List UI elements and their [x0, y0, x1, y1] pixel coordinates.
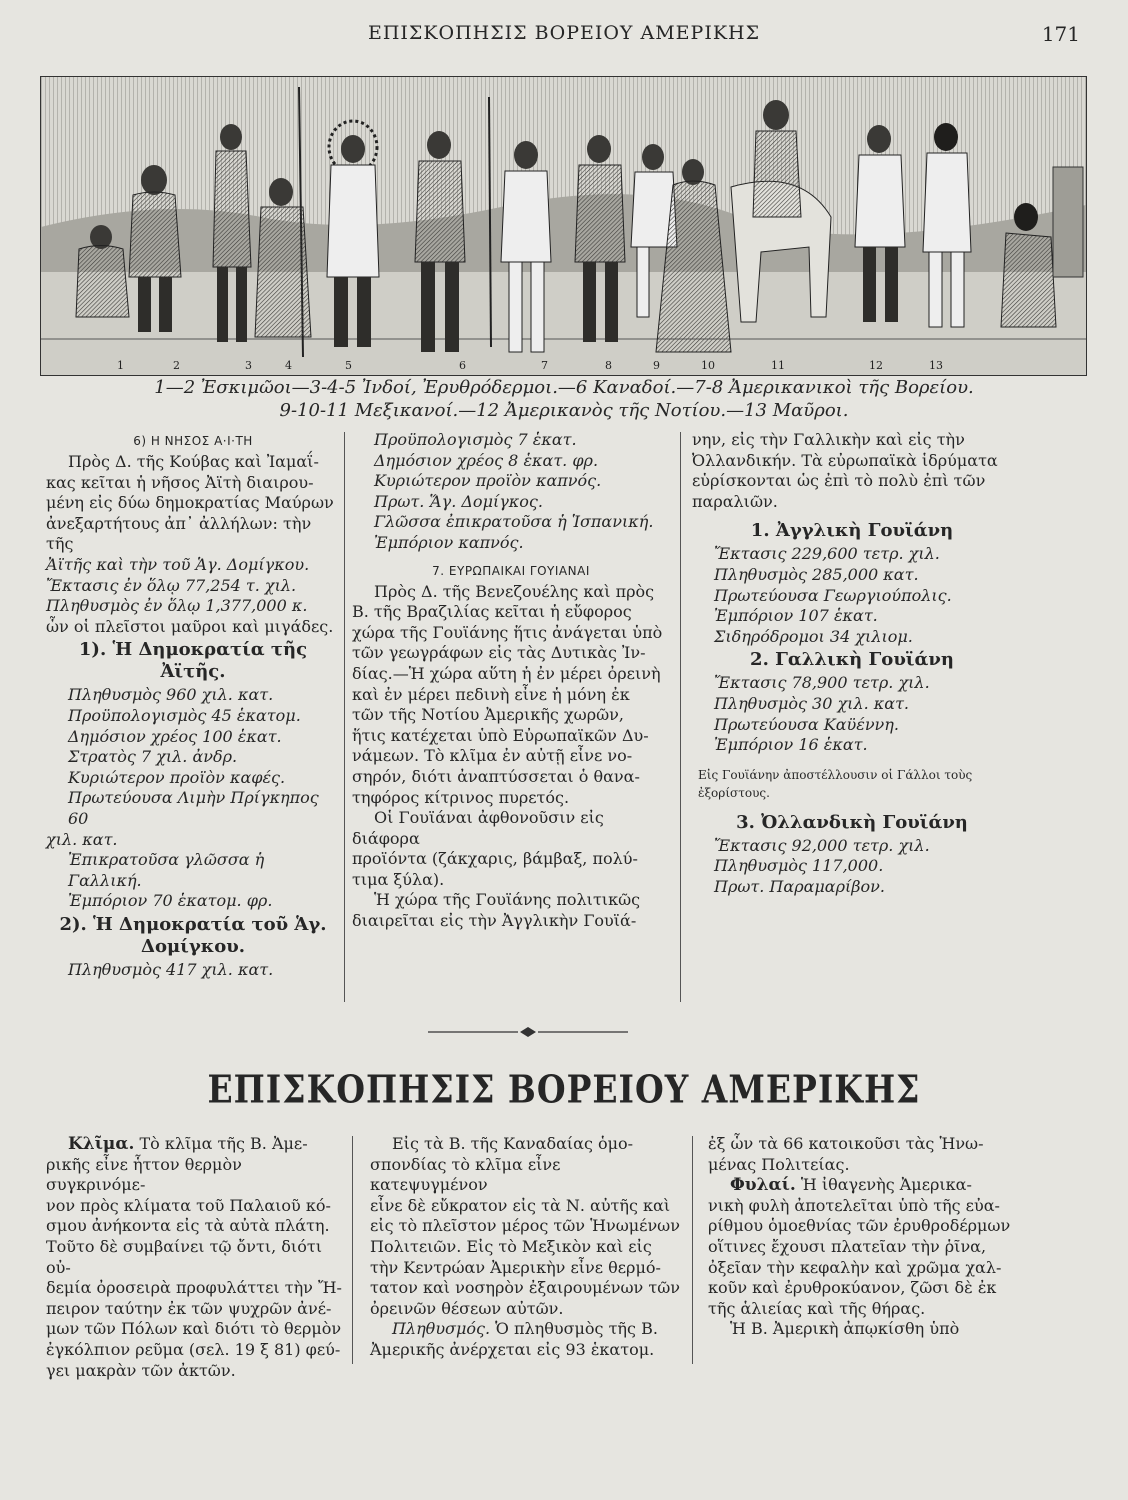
text-line: ρίθμου ὁμοεθνίας τῶν ἐρυθροδέρμων — [708, 1216, 1011, 1236]
stat-line: Πληθυσμὸς 960 χιλ. κατ. — [68, 685, 274, 705]
text-line: Εἰς τὰ Β. τῆς Καναδαίας ὁμο- — [392, 1134, 634, 1153]
text-line: διαιρεῖται εἰς τὴν Ἀγγλικὴν Γουϊά- — [352, 911, 637, 931]
stat-line: Πληθυσμὸς 30 χιλ. κατ. — [714, 693, 909, 713]
stat-line: Ἐμπόριον 70 ἑκατομ. φρ. — [68, 891, 273, 911]
text-line: δίας.—Ἡ χώρα αὕτη ἡ ἐν μέρει ὀρεινὴ — [352, 663, 661, 683]
stat-line: χιλ. κατ. — [46, 829, 118, 849]
text-line: ὀξεῖαν τὴν κεφαλὴν καὶ χρῶμα χαλ- — [708, 1257, 1002, 1277]
text-line: ἥτις κατέχεται ὑπὸ Εὐρωπαϊκῶν Δυ- — [352, 725, 649, 745]
text-line: κας κεῖται ἡ νῆσος Ἀϊτὴ διαιρου- — [46, 472, 314, 492]
paragraph-lead: Πληθυσμός. — [392, 1319, 491, 1339]
text-line: Ὀλλανδικήν. Τὰ εὐρωπαϊκὰ ἱδρύματα — [692, 450, 998, 470]
stat-line: Πληθυσμὸς 417 χιλ. κατ. — [68, 959, 274, 979]
figure-number: 10 — [701, 359, 715, 372]
section-heading: 7. ΕΥΡΩΠΑΙΚΑΙ ΓΟΥΙΑΝΑΙ — [432, 563, 590, 578]
text-line: Ἀμερικῆς ἀνέρχεται εἰς 93 ἑκατομ. — [370, 1339, 655, 1359]
ornament-divider — [428, 1024, 628, 1040]
text-run: Τὸ κλῖμα τῆς Β. Ἀμε- — [134, 1134, 308, 1153]
stat-line: Γλῶσσα ἐπικρατοῦσα ἡ Ἱσπανική. — [374, 512, 654, 532]
illustration-caption — [60, 376, 1068, 422]
engraving-illustration — [40, 76, 1087, 376]
text-line: νην, εἰς τὴν Γαλλικὴν καὶ εἰς τὴν — [692, 430, 965, 449]
people-of-america-engraving — [41, 77, 1086, 375]
text-line: σπονδίας τὸ κλῖμα εἶνε κατεψυγμένον — [370, 1154, 561, 1195]
text-run: Ἡ ἰθαγενὴς Ἀμερικα- — [795, 1175, 972, 1195]
subsection-heading-line: Ἀϊτῆς. — [160, 661, 226, 683]
text-line: εἰς τὸ πλεῖστον μέρος τῶν Ἡνωμένων — [370, 1216, 680, 1236]
text-line: νικὴ φυλὴ ἀποτελεῖται ὑπὸ τῆς εὐα- — [708, 1195, 1000, 1215]
figure-number: 9 — [653, 359, 660, 372]
text-line: Ἡ Β. Ἀμερικὴ ἀπῳκίσθη ὑπὸ — [730, 1319, 960, 1339]
stat-line: Ἐμπόριον καπνός. — [374, 532, 524, 552]
figure-number: 4 — [285, 359, 292, 372]
column-haiti — [46, 430, 340, 980]
column-rule — [344, 432, 345, 1002]
stat-line: Πρωτεύουσα Λιμὴν Πρίγκηπος 60 — [68, 788, 319, 828]
text-line: οἵτινες ἔχουσι πλατεῖαν τὴν ῥῖνα, — [708, 1236, 987, 1256]
text-line: ὧν οἱ πλεῖστοι μαῦροι καὶ μιγάδες. — [46, 616, 334, 636]
text-line: τατον καὶ νοσηρὸν ἐξαιρουμένων τῶν — [370, 1278, 680, 1298]
bottom-column-races — [708, 1134, 1013, 1340]
text-line — [46, 1134, 344, 1155]
text-line: Β. τῆς Βραζιλίας κεῖται ἡ εὔφορος — [352, 602, 632, 622]
stat-line: Σιδηρόδρομοι 34 χιλιομ. — [714, 626, 913, 646]
text-line: παραλιῶν. — [692, 491, 778, 511]
stat-line: Πρωτ. Ἅγ. Δομίγκος. — [374, 491, 543, 511]
text-line — [708, 1175, 1013, 1196]
stat-line: Προϋπολογισμὸς 7 ἑκατ. — [374, 430, 577, 449]
figure-number: 13 — [929, 359, 943, 372]
column-rule — [352, 1136, 353, 1364]
subsection-heading-line: 2). Ἡ Δημοκρατία τοῦ Ἁγ. — [59, 913, 327, 935]
text-line: τῶν τῆς Νοτίου Ἀμερικῆς χωρῶν, — [352, 705, 624, 725]
running-header — [40, 16, 1088, 52]
stat-line: Κυριώτερον προϊὸν καπνός. — [374, 471, 602, 491]
text-line: ἐξ ὧν τὰ 66 κατοικοῦσι τὰς Ἡνω- — [708, 1134, 984, 1153]
text-line: σηρόν, διότι ἀναπτύσσεται ὁ θανα- — [352, 766, 640, 786]
text-line: Τοῦτο δὲ συμβαίνει τῷ ὄντι, διότι οὐ- — [46, 1236, 322, 1277]
stat-line: Κυριώτερον προϊὸν καφές. — [68, 767, 286, 787]
text-line: νον πρὸς κλίματα τοῦ Παλαιοῦ κό- — [46, 1195, 331, 1215]
figure-number: 8 — [605, 359, 612, 372]
text-line: τηφόρος κίτρινος πυρετός. — [352, 787, 570, 807]
subsection-heading-line: Δομίγκου. — [141, 935, 245, 957]
stat-line: Πρωτεύουσα Γεωργιούπολις. — [714, 585, 952, 605]
bottom-column-population — [370, 1134, 680, 1361]
text-line: νάμεων. Τὸ κλῖμα ἐν αὐτῇ εἶνε νο- — [352, 746, 633, 766]
text-line: Πρὸς Δ. τῆς Βενεζουέλης καὶ πρὸς — [374, 581, 655, 601]
figure-number: 3 — [245, 359, 252, 372]
text-line: τὴν Κεντρώαν Ἀμερικὴν εἶνε θερμό- — [370, 1257, 661, 1277]
figure-number: 6 — [459, 359, 466, 372]
text-line: ἐγκόλπιον ρεῦμα (σελ. 19 ξ 81) φεύ- — [46, 1339, 341, 1359]
text-line: πειρον ταύτην ἐκ τῶν ψυχρῶν ἀνέ- — [46, 1298, 332, 1318]
stat-line: Δημόσιον χρέος 100 ἑκατ. — [68, 726, 282, 746]
text-line: Πολιτειῶν. Εἰς τὸ Μεξικὸν καὶ εἰς — [370, 1236, 652, 1256]
text-line: μένη εἰς δύω δημοκρατίας Μαύρων — [46, 493, 334, 513]
figure-number: 5 — [345, 359, 352, 372]
text-line: μένας Πολιτείας. — [708, 1154, 850, 1174]
subsection-heading: 2. Γαλλικὴ Γουϊάνη — [750, 649, 954, 671]
text-line: σμου ἀνήκοντα εἰς τὰ αὐτὰ πλάτη. — [46, 1216, 330, 1236]
text-line: προϊόντα (ζάκχαρις, βάμβαξ, πολύ- — [352, 849, 638, 869]
figure-number: 11 — [771, 359, 785, 372]
stat-line: Πρωτεύουσα Καϋέννη. — [714, 714, 899, 734]
text-run: Ὁ πληθυσμὸς τῆς Β. — [495, 1319, 658, 1339]
subsection-heading: 3. Ὀλλανδικὴ Γουϊάνη — [736, 811, 968, 833]
text-line: εὑρίσκονται ὡς ἐπὶ τὸ πολὺ ἐπὶ τῶν — [692, 471, 986, 491]
column-rule — [692, 1136, 693, 1364]
text-line: Ἀϊτῆς καὶ τὴν τοῦ Ἁγ. Δομίγκου. — [46, 554, 310, 574]
section-title: ΕΠΙΣΚΟΠΗΣΙΣ ΒΟΡΕΙΟΥ ΑΜΕΡΙΚΗΣ — [207, 1067, 921, 1112]
stat-line: Ἐμπόριον 16 ἑκατ. — [714, 735, 868, 755]
stat-line: Ἐμπόριον 107 ἑκατ. — [714, 606, 878, 626]
subsection-heading — [46, 639, 340, 683]
stat-line: Προϋπολογισμὸς 45 ἑκατομ. — [68, 705, 301, 725]
text-line — [370, 1319, 680, 1340]
text-line: ἀνεξαρτήτους ἀπ᾽ ἀλλήλων: τὴν τῆς — [46, 513, 312, 554]
subsection-heading-line: 1). Ἡ Δημοκρατία τῆς — [78, 639, 308, 661]
stat-line: Δημόσιον χρέος 8 ἑκατ. φρ. — [374, 450, 599, 470]
column-guiana-colonies — [692, 430, 1012, 898]
column-rule — [680, 432, 681, 1002]
stat-line: Ἔκτασις 92,000 τετρ. χιλ. — [714, 835, 930, 855]
note-line: ἐξορίστους. — [698, 785, 770, 800]
figure-number: 1 — [117, 359, 124, 372]
text-line: γει μακρὰν τῶν ἀκτῶν. — [46, 1360, 236, 1380]
subsection-heading: 1. Ἀγγλικὴ Γουϊάνη — [750, 520, 954, 542]
subsection-heading — [46, 914, 340, 958]
stat-line: Πληθυσμὸς 285,000 κατ. — [714, 564, 919, 584]
paragraph-lead: Φυλαί. — [730, 1175, 796, 1196]
column-guianas — [352, 430, 670, 932]
stat-line: Ἐπικρατοῦσα γλῶσσα ἡ Γαλλική. — [68, 850, 265, 890]
text-line: τῆς ἁλιείας καὶ τῆς θήρας. — [708, 1298, 926, 1318]
text-line: χώρα τῆς Γουϊάνης ἥτις ἀνάγεται ὑπὸ — [352, 622, 663, 642]
text-line: Οἱ Γουϊάναι ἀφθονοῦσιν εἰς διάφορα — [352, 808, 604, 848]
bottom-column-climate — [46, 1134, 344, 1381]
text-line: Ἔκτασις ἐν ὅλῳ 77,254 τ. χιλ. — [46, 575, 297, 595]
text-line: Ἡ χώρα τῆς Γουϊάνης πολιτικῶς — [374, 890, 641, 910]
caption-line: 1—2 Ἐσκιμῶοι—3-4-5 Ἰνδοί, Ἐρυθρόδερμοι.—6 Καναδοί.—7-8 Ἀμερικανικοὶ τῆς Βορείου. — [154, 377, 974, 398]
figure-number: 2 — [173, 359, 180, 372]
text-line: ὀρεινῶν θέσεων αὐτῶν. — [370, 1298, 564, 1318]
stat-line: Στρατὸς 7 χιλ. ἀνδρ. — [68, 747, 238, 767]
paragraph-lead: Κλῖμα. — [68, 1134, 135, 1154]
figure-number: 12 — [869, 359, 883, 372]
stat-line: Ἔκτασις 78,900 τετρ. χιλ. — [714, 673, 930, 693]
text-line: καὶ ἐν μέρει πεδινὴ εἶνε ἡ μόνη ἐκ — [352, 684, 630, 704]
text-line: εἶνε δὲ εὔκρατον εἰς τὰ Ν. αὐτῆς καὶ — [370, 1195, 671, 1215]
figure-number: 7 — [541, 359, 548, 372]
stat-line: Ἔκτασις 229,600 τετρ. χιλ. — [714, 544, 940, 564]
text-line: τῶν γεωγράφων εἰς τὰς Δυτικὰς Ἰν- — [352, 643, 646, 663]
text-line: Πρὸς Δ. τῆς Κούβας καὶ Ἰαμαΐ- — [68, 452, 319, 471]
text-line: Πληθυσμὸς ἐν ὅλῳ 1,377,000 κ. — [46, 596, 308, 616]
section-heading: 6) Η ΝΗΣΟΣ Α·Ι·ΤΗ — [133, 434, 253, 448]
text-line: ρικῆς εἶνε ἧττον θερμὸν συγκρινόμε- — [46, 1154, 242, 1195]
text-line: δεμία ὀροσειρὰ προφυλάττει τὴν Ἤ- — [46, 1278, 342, 1298]
caption-line: 9-10-11 Μεξικανοί.—12 Ἀμερικανὸς τῆς Νοτίου.—13 Μαῦροι. — [279, 400, 849, 421]
running-title: ΕΠΙΣΚΟΠΗΣΙΣ ΒΟΡΕΙΟΥ ΑΜΕΡΙΚΗΣ — [367, 22, 761, 44]
text-line: τιμα ξύλα). — [352, 869, 445, 889]
stat-line: Πρωτ. Παραμαρίβον. — [714, 876, 885, 896]
stat-line: Πληθυσμὸς 117,000. — [714, 856, 884, 876]
text-line: κοῦν καὶ ἐρυθροκύανον, ζῶσι δὲ ἐκ — [708, 1278, 997, 1298]
page-number: 171 — [1041, 22, 1080, 46]
note-line: Εἰς Γουϊάνην ἀποστέλλουσιν οἱ Γάλλοι τοὺς — [698, 767, 973, 782]
text-line: μων τῶν Πόλων καὶ διότι τὸ θερμὸν — [46, 1319, 342, 1339]
